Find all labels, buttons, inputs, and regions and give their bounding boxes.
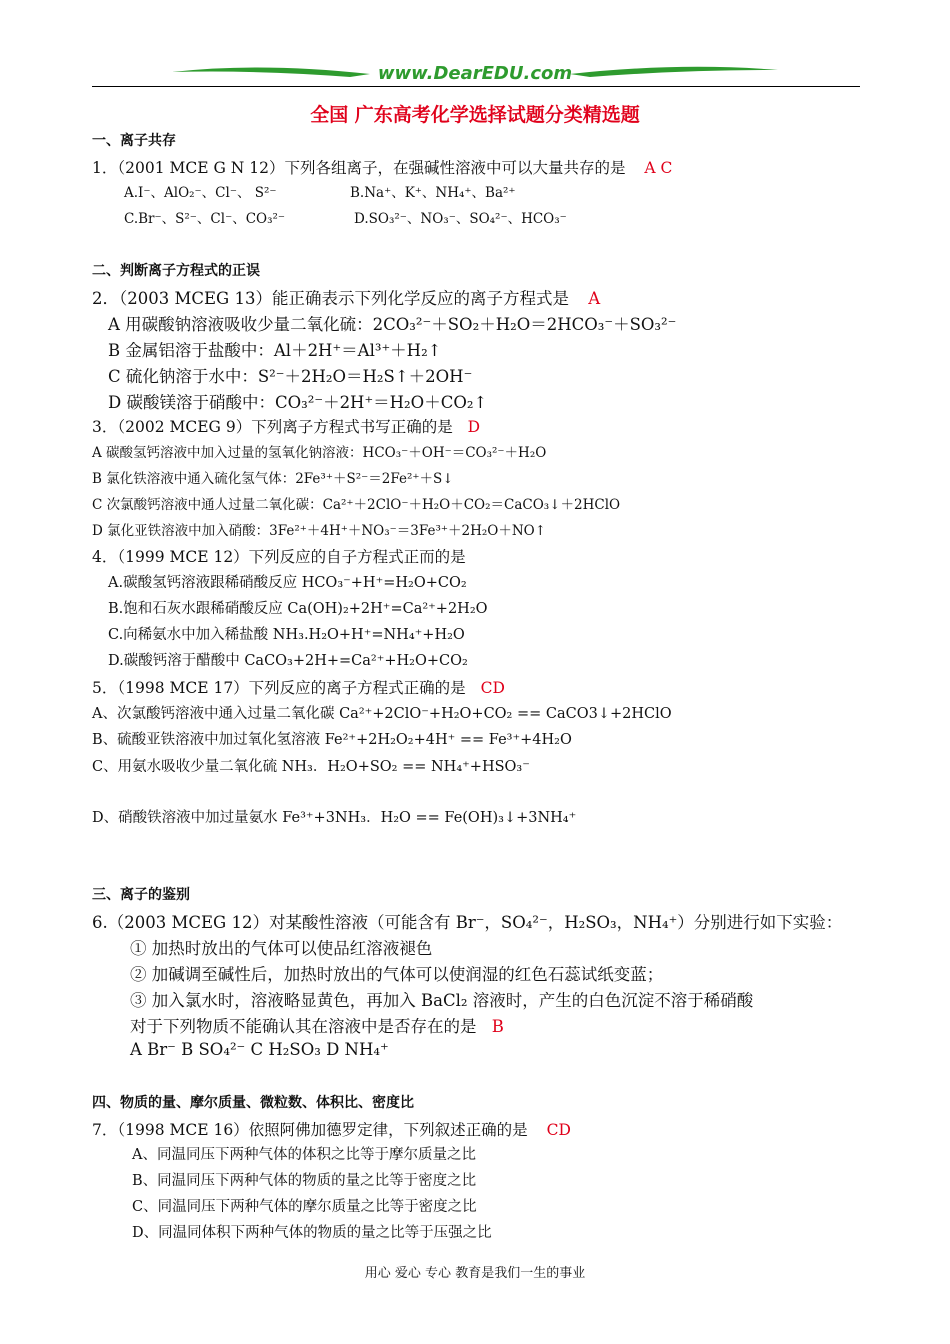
q7-answer: CD [546, 1121, 571, 1139]
q6-answer: B [491, 1017, 504, 1036]
q1-answer: A C [644, 159, 673, 177]
q5-option-c: C、用氨水吸收少量二氧化硫 NH₃．H₂O+SO₂ == NH₄⁺+HSO₃⁻ [92, 759, 530, 775]
q6-line-1: ① 加热时放出的气体可以使品红溶液褪色 [130, 939, 433, 958]
q2-stem: 2．（2003 MCEG 13）能正确表示下列化学反应的离子方程式是 [92, 289, 569, 308]
q6-line-4: 对于下列物质不能确认其在溶液中是否存在的是 [130, 1017, 477, 1036]
q2-option-c: C 硫化钠溶于水中：S²⁻＋2H₂O＝H₂S↑＋2OH⁻ [108, 367, 473, 386]
header-rule [92, 86, 860, 87]
q2-answer: A [588, 289, 601, 308]
q7-option-c: C、同温同压下两种气体的摩尔质量之比等于密度之比 [132, 1199, 477, 1215]
q6-options: A Br⁻ B SO₄²⁻ C H₂SO₃ D NH₄⁺ [130, 1040, 389, 1059]
q6-line-2: ② 加碱调至碱性后，加热时放出的气体可以使润湿的红色石蕊试纸变蓝； [130, 965, 664, 984]
q5-option-d: D、硝酸铁溶液中加过量氨水 Fe³⁺+3NH₃．H₂O == Fe(OH)₃↓+3NH₄⁺ [92, 810, 577, 826]
section-heading: 二、判断离子方程式的正误 [92, 263, 260, 279]
q4-option-c: C.向稀氨水中加入稀盐酸 NH₃.H₂O+H⁺=NH₄⁺+H₂O [108, 627, 465, 643]
q3-option-a: A 碳酸氢钙溶液中加入过量的氢氧化钠溶液：HCO₃⁻＋OH⁻＝CO₃²⁻＋H₂O [92, 445, 547, 461]
q4-option-b: B.饱和石灰水跟稀硝酸反应 Ca(OH)₂+2H⁺=Ca²⁺+2H₂O [108, 601, 488, 617]
q3-option-d: D 氯化亚铁溶液中加入硝酸：3Fe²⁺＋4H⁺＋NO₃⁻＝3Fe³⁺＋2H₂O＋NO↑ [92, 523, 547, 539]
q3-option-c: C 次氯酸钙溶液中通人过量二氧化碳：Ca²⁺＋2ClO⁻＋H₂O＋CO₂＝CaCO₃↓＋2HClO [92, 497, 621, 513]
q3-stem: 3．（2002 MCEG 9）下列离子方程式书写正确的是 [92, 418, 453, 436]
q6-stem: 6.（2003 MCEG 12）对某酸性溶液（可能含有 Br⁻，SO₄²⁻，H₂SO₃，NH₄⁺）分别进行如下实验： [92, 913, 843, 932]
section-heading: 四、物质的量、摩尔质量、微粒数、体积比、密度比 [92, 1095, 414, 1111]
question-stem [92, 676, 505, 698]
section-heading: 一、离子共存 [92, 133, 176, 149]
question-stem [92, 1118, 571, 1140]
q4-option-d: D.碳酸钙溶于醋酸中 CaCO₃+2H+=Ca²⁺+H₂O+CO₂ [108, 653, 468, 669]
q2-option-d: D 碳酸镁溶于硝酸中：CO₃²⁻＋2H⁺＝H₂O＋CO₂↑ [108, 393, 488, 412]
q2-option-b: B 金属铝溶于盐酸中：Al＋2H⁺＝Al³⁺＋H₂↑ [108, 341, 442, 360]
q1-option-d: D.SO₃²⁻、NO₃⁻、SO₄²⁻、HCO₃⁻ [354, 211, 567, 227]
question-stem [92, 415, 480, 437]
q5-answer: CD [480, 679, 505, 697]
q1-option-b: B.Na⁺、K⁺、NH₄⁺、Ba²⁺ [350, 185, 516, 201]
page-title: 全国 广东高考化学选择试题分类精选题 [310, 104, 640, 126]
header-logo [170, 62, 780, 88]
q5-stem: 5．（1998 MCE 17）下列反应的离子方程式正确的是 [92, 679, 466, 697]
q2-option-a: A 用碳酸钠溶液吸收少量二氧化硫：2CO₃²⁻＋SO₂＋H₂O＝2HCO₃⁻＋SO₃²⁻ [108, 315, 677, 334]
q3-option-b: B 氯化铁溶液中通入硫化氢气体：2Fe³⁺＋S²⁻＝2Fe²⁺＋S↓ [92, 471, 454, 487]
question-stem [92, 285, 600, 309]
q7-option-a: A、同温同压下两种气体的体积之比等于摩尔质量之比 [132, 1147, 476, 1163]
q1-option-c: C.Br⁻、S²⁻、Cl⁻、CO₃²⁻ [124, 211, 286, 227]
q1-option-a: A.I⁻、AlO₂⁻、Cl⁻、 S²⁻ [124, 185, 277, 201]
q5-option-a: A、次氯酸钙溶液中通入过量二氧化碳 Ca²⁺+2ClO⁻+H₂O+CO₂ == CaCO3↓+2HClO [92, 706, 672, 722]
logo-text: www.DearEDU.com [377, 63, 573, 84]
page-footer: 用心 爱心 专心 教育是我们一生的事业 [364, 1266, 586, 1281]
question-stem [92, 156, 672, 178]
q7-stem: 7．（1998 MCE 16）依照阿佛加德罗定律，下列叙述正确的是 [92, 1121, 528, 1139]
q6-line-3: ③ 加入氯水时，溶液略显黄色，再加入 BaCl₂ 溶液时，产生的白色沉淀不溶于稀硝酸 [130, 991, 754, 1010]
q4-option-a: A.碳酸氢钙溶液跟稀硝酸反应 HCO₃⁻+H⁺=H₂O+CO₂ [108, 575, 467, 591]
q3-answer: D [467, 418, 481, 436]
q1-stem: 1．（2001 MCE G N 12）下列各组离子，在强碱性溶液中可以大量共存的是 [92, 159, 626, 177]
q7-option-d: D、同温同体积下两种气体的物质的量之比等于压强之比 [132, 1225, 492, 1241]
q7-option-b: B、同温同压下两种气体的物质的量之比等于密度之比 [132, 1173, 477, 1189]
q4-stem: 4．（1999 MCE 12）下列反应的自子方程式正而的是 [92, 548, 466, 566]
q5-option-b: B、硫酸亚铁溶液中加过氧化氢溶液 Fe²⁺+2H₂O₂+4H⁺ == Fe³⁺+4H₂O [92, 732, 572, 748]
question-prompt [130, 1013, 504, 1037]
section-heading: 三、离子的鉴别 [92, 887, 190, 903]
